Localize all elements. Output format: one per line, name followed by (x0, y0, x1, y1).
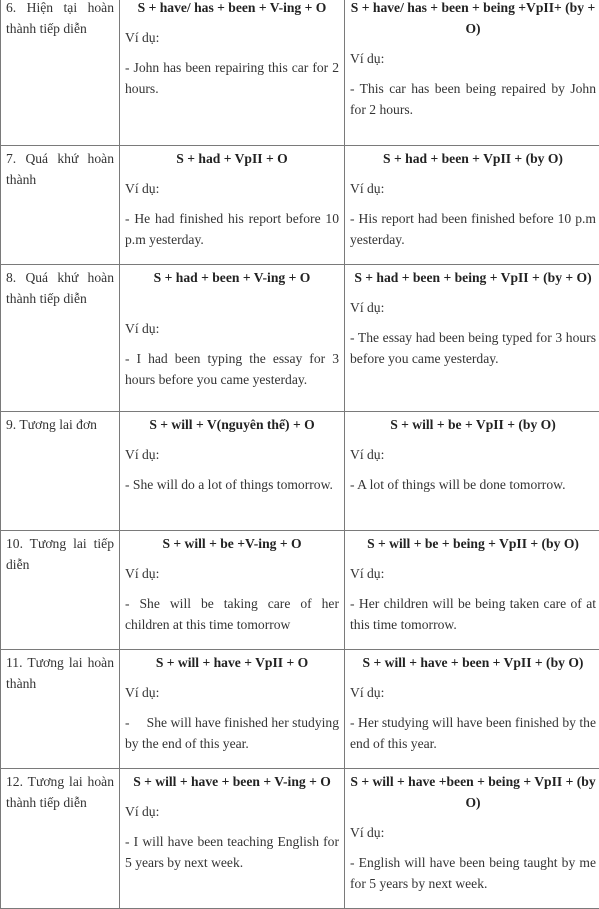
active-example: - She will do a lot of things tomorrow. (125, 474, 339, 495)
passive-example: - This car has been being repaired by John for 2 hours. (350, 78, 596, 120)
active-example: - He had finished his report before 10 p.m yesterday. (125, 208, 339, 250)
passive-cell (345, 769, 599, 909)
example-label: Ví dụ: (125, 444, 339, 465)
passive-cell (345, 265, 599, 412)
example-label: Ví dụ: (125, 318, 339, 339)
tense-name: 9. Tương lai đơn (1, 412, 120, 531)
example-label: Ví dụ: (125, 682, 339, 703)
passive-cell (345, 0, 599, 146)
active-formula: S + will + have + been + V-ing + O (125, 771, 339, 792)
active-example: - She will be taking care of her children at this time tomorrow (125, 593, 339, 635)
passive-example: - A lot of things will be done tomorrow. (350, 474, 596, 495)
active-formula: S + will + be +V-ing + O (125, 533, 339, 554)
table-row (1, 0, 599, 146)
active-example: - John has been repairing this car for 2 hours. (125, 57, 339, 99)
passive-example: - His report had been finished before 10 p.m yesterday. (350, 208, 596, 250)
active-cell (120, 531, 345, 650)
active-formula: S + had + VpII + O (125, 148, 339, 169)
passive-cell (345, 412, 599, 531)
passive-formula: S + will + be + being + VpII + (by O) (350, 533, 596, 554)
example-label: Ví dụ: (125, 563, 339, 584)
passive-cell (345, 531, 599, 650)
example-label: Ví dụ: (350, 48, 596, 69)
example-label: Ví dụ: (350, 444, 596, 465)
active-formula: S + have/ has + been + V-ing + O (125, 0, 339, 18)
table-row (1, 412, 599, 531)
tense-name: 10. Tương lai tiếp diễn (1, 531, 120, 650)
passive-cell (345, 146, 599, 265)
passive-formula: S + will + be + VpII + (by O) (350, 414, 596, 435)
table-row (1, 769, 599, 909)
table-row (1, 146, 599, 265)
active-formula: S + will + have + VpII + O (125, 652, 339, 673)
active-example: - She will have finished her studying by the end of this year. (125, 712, 339, 754)
example-label: Ví dụ: (125, 27, 339, 48)
passive-example: - Her studying will have been finished by the end of this year. (350, 712, 596, 754)
passive-formula: S + have/ has + been + being +VpII+ (by + O) (350, 0, 596, 39)
passive-formula: S + had + been + VpII + (by O) (350, 148, 596, 169)
passive-cell (345, 650, 599, 769)
example-label: Ví dụ: (125, 178, 339, 199)
passive-example: - Her children will be being taken care of at this time tomorrow. (350, 593, 596, 635)
active-cell (120, 0, 345, 146)
tense-name: 7. Quá khứ hoàn thành (1, 146, 120, 265)
active-cell (120, 412, 345, 531)
active-cell (120, 650, 345, 769)
passive-formula: S + will + have +been + being + VpII + (by O) (350, 771, 596, 813)
active-example: - I will have been teaching English for 5 years by next week. (125, 831, 339, 873)
example-label: Ví dụ: (350, 822, 596, 843)
active-cell (120, 146, 345, 265)
active-formula: S + had + been + V-ing + O (125, 267, 339, 288)
example-label: Ví dụ: (350, 297, 596, 318)
active-formula: S + will + V(nguyên thể) + O (125, 414, 339, 435)
active-cell (120, 265, 345, 412)
example-label: Ví dụ: (125, 801, 339, 822)
table-row (1, 650, 599, 769)
example-label: Ví dụ: (350, 682, 596, 703)
passive-formula: S + had + been + being + VpII + (by + O) (350, 267, 596, 288)
active-example: - I had been typing the essay for 3 hours before you came yesterday. (125, 348, 339, 390)
table-row (1, 265, 599, 412)
passive-formula: S + will + have + been + VpII + (by O) (350, 652, 596, 673)
tense-name: 12. Tương lai hoàn thành tiếp diễn (1, 769, 120, 909)
passive-example: - English will have been being taught by me for 5 years by next week. (350, 852, 596, 894)
tense-name: 6. Hiện tại hoàn thành tiếp diễn (1, 0, 120, 146)
example-label: Ví dụ: (350, 563, 596, 584)
tense-name: 11. Tương lai hoàn thành (1, 650, 120, 769)
example-label: Ví dụ: (350, 178, 596, 199)
table-row (1, 531, 599, 650)
tense-name: 8. Quá khứ hoàn thành tiếp diễn (1, 265, 120, 412)
active-cell (120, 769, 345, 909)
passive-example: - The essay had been being typed for 3 hours before you came yesterday. (350, 327, 596, 369)
